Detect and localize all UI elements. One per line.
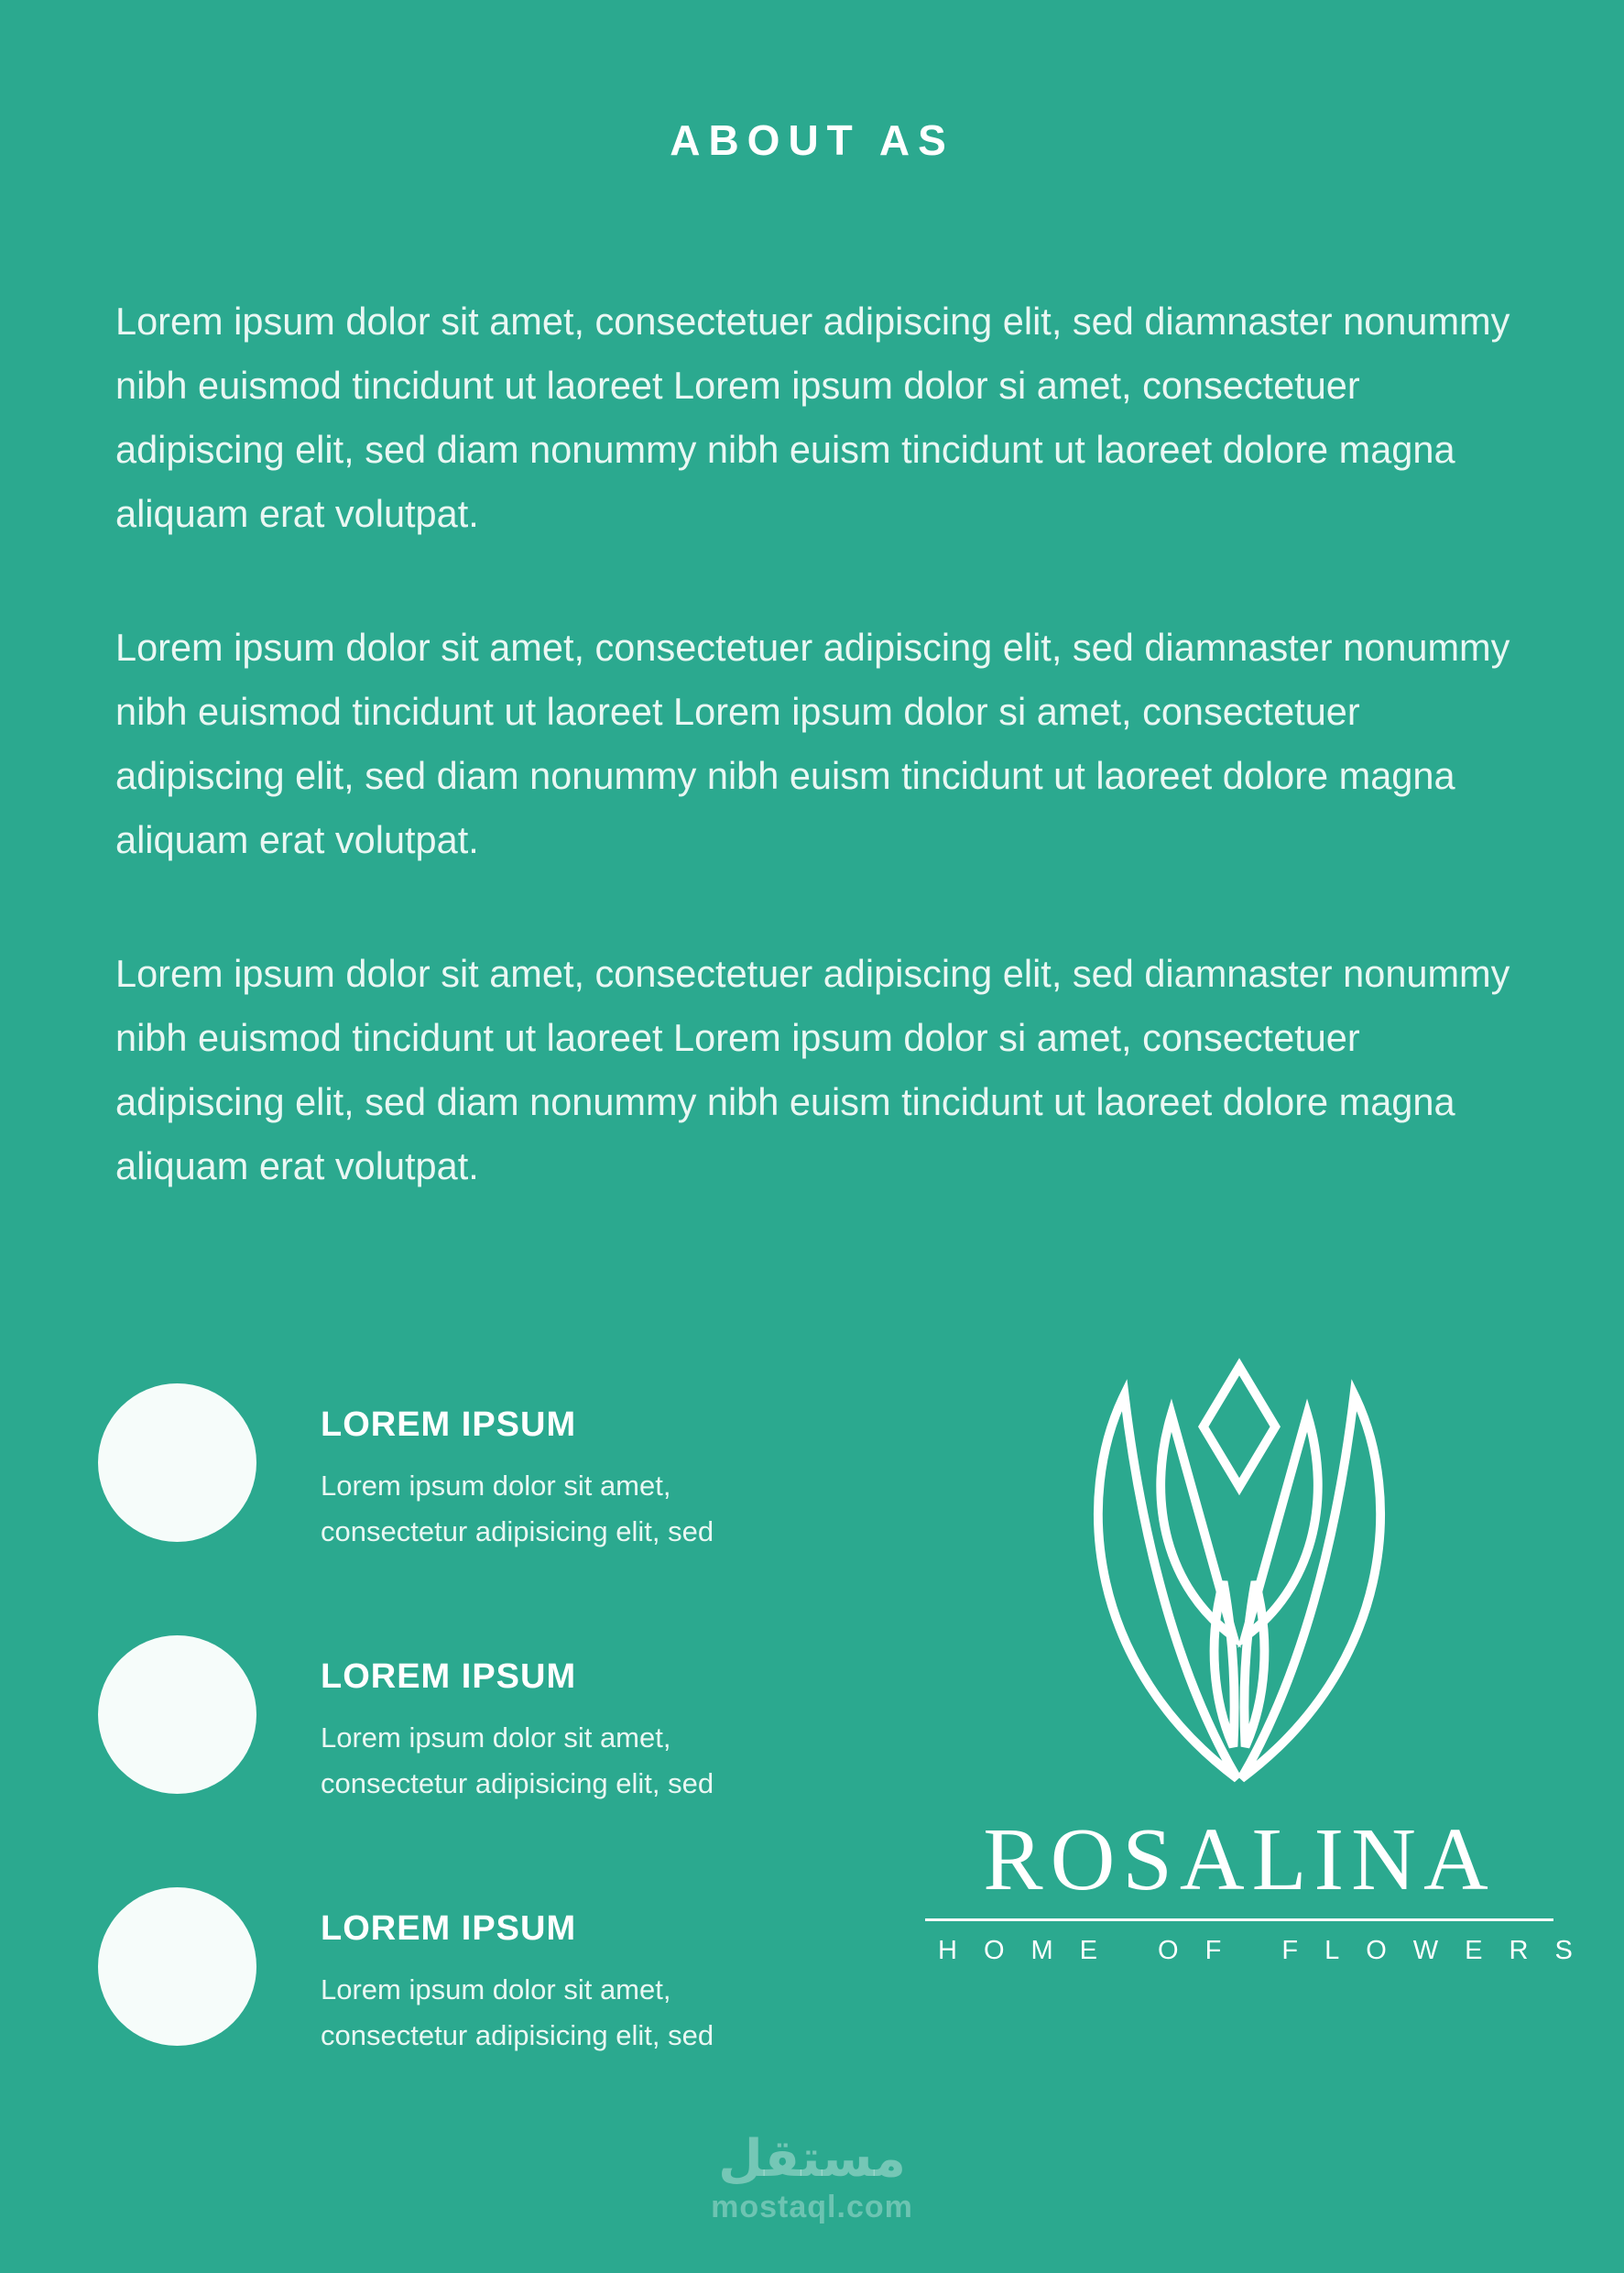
feature-heading: LOREM IPSUM — [321, 1405, 577, 1444]
feature-description-line: Lorem ipsum dolor sit amet, — [321, 1721, 671, 1754]
logo-divider — [925, 1918, 1553, 1921]
bullet-circle — [98, 1635, 256, 1794]
body-text — [115, 290, 1533, 1268]
watermark-domain-text: mostaql.com — [711, 2189, 913, 2224]
paragraph: Lorem ipsum dolor sit amet, consectetuer adipiscing elit, sed diamnaster nonummy nibh euismod tincidunt ut laoreet Lorem ipsum dolor si amet, consectetuer adipiscing elit, sed diam nonummy nibh euism tincidunt ut laoreet dolore magna aliquam erat volutpat. — [115, 952, 1510, 1187]
feature-heading: LOREM IPSUM — [321, 1657, 577, 1696]
feature-description-line: consectetur adipisicing elit, sed — [321, 1767, 714, 1799]
feature-text — [321, 1887, 714, 2059]
bullet-circle — [98, 1887, 256, 2046]
list-item — [98, 1383, 714, 1555]
logo-tagline: HOME OF FLOWERS — [938, 1935, 1599, 1965]
watermark-arabic-text: مستقل — [718, 2129, 906, 2189]
paragraph: Lorem ipsum dolor sit amet, consectetuer adipiscing elit, sed diamnaster nonummy nibh euismod tincidunt ut laoreet Lorem ipsum dolor si amet, consectetuer adipiscing elit, sed diam nonummy nibh euism tincidunt ut laoreet dolore magna aliquam erat volutpat. — [115, 300, 1510, 535]
feature-description-line: consectetur adipisicing elit, sed — [321, 2019, 714, 2051]
list-item — [98, 1887, 714, 2059]
feature-description-line: Lorem ipsum dolor sit amet, — [321, 1973, 671, 2005]
bullet-circle — [98, 1383, 256, 1542]
rosalina-logo — [923, 1327, 1599, 1966]
page-title: ABOUT AS — [670, 116, 954, 164]
feature-description-line: consectetur adipisicing elit, sed — [321, 1515, 714, 1547]
feature-list — [98, 1383, 714, 2059]
feature-text — [321, 1635, 714, 1807]
list-item — [98, 1635, 714, 1807]
tulip-flower-icon — [1019, 1327, 1459, 1807]
paragraph: Lorem ipsum dolor sit amet, consectetuer adipiscing elit, sed diamnaster nonummy nibh euismod tincidunt ut laoreet Lorem ipsum dolor si amet, consectetuer adipiscing elit, sed diam nonummy nibh euism tincidunt ut laoreet dolore magna aliquam erat volutpat. — [115, 626, 1510, 861]
watermark — [0, 2131, 1624, 2225]
logo-wordmark: ROSALINA — [983, 1810, 1496, 1909]
feature-text — [321, 1383, 714, 1555]
feature-description-line: Lorem ipsum dolor sit amet, — [321, 1470, 671, 1502]
feature-heading: LOREM IPSUM — [321, 1909, 577, 1948]
